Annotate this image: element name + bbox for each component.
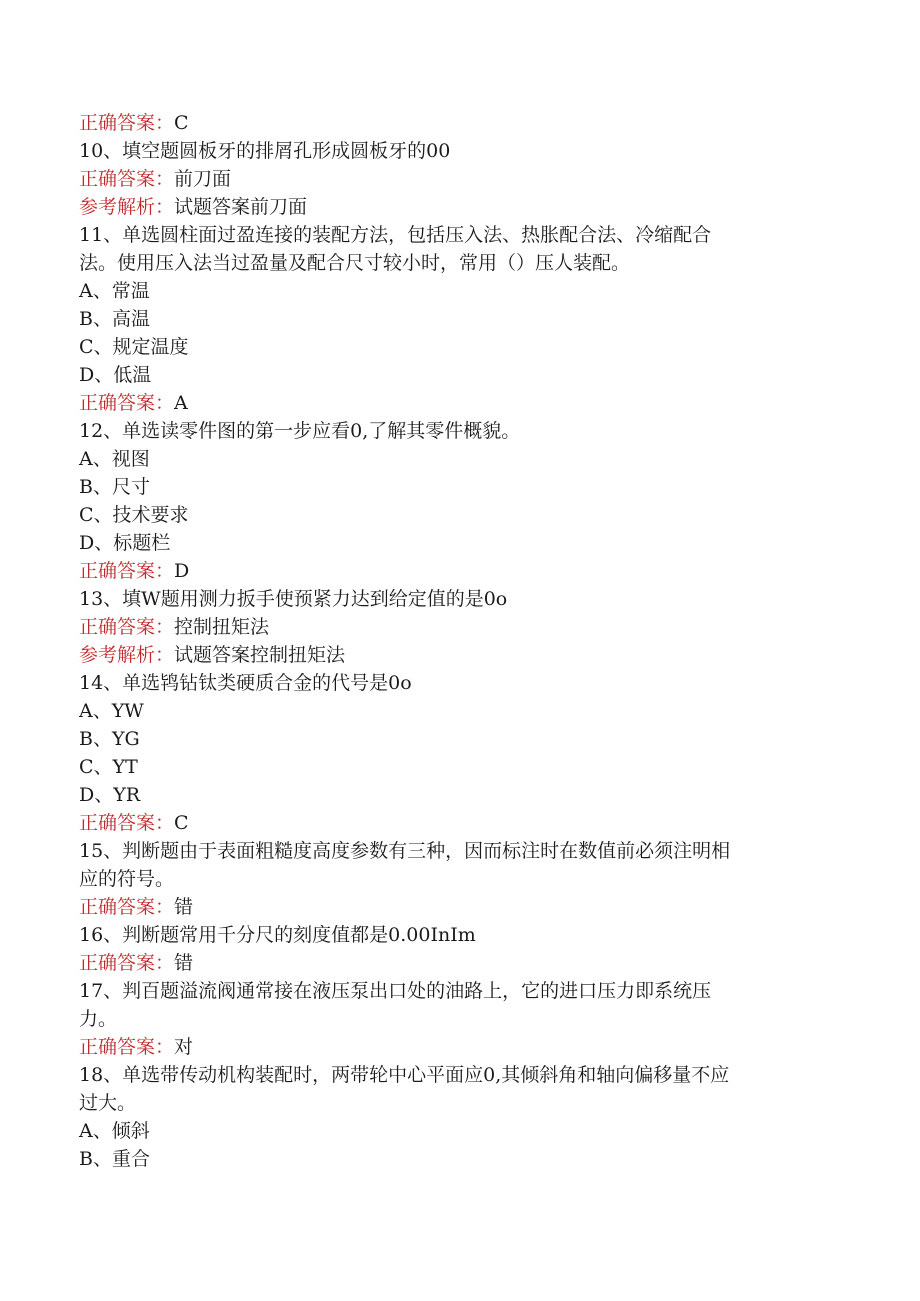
question-line: 11、单选圆柱面过盈连接的装配方法，包括压入法、热胀配合法、冷缩配合 <box>79 224 712 246</box>
correct-answer-line <box>79 949 839 977</box>
correct-answer-label: 正确答案： <box>79 952 175 974</box>
correct-answer-line <box>79 1033 839 1061</box>
answer-value: 错 <box>174 896 194 918</box>
question-line: 过大。 <box>79 1092 137 1114</box>
correct-answer-line <box>79 613 839 641</box>
answer-option: D、标题栏 <box>79 532 171 554</box>
answer-value: 前刀面 <box>174 168 232 190</box>
question-list <box>79 109 839 1173</box>
correct-answer-line <box>79 389 839 417</box>
answer-option: B、重合 <box>79 1148 150 1170</box>
question-line: 应的符号。 <box>79 868 175 890</box>
question-text <box>79 837 839 893</box>
question-line: 力。 <box>79 1008 118 1030</box>
answer-value: C <box>174 812 189 834</box>
question-line: 15、判断题由于表面粗糙度高度参数有三种，因而标注时在数值前必须注明相 <box>79 840 731 862</box>
correct-answer-line <box>79 557 839 585</box>
correct-answer-label: 正确答案： <box>79 896 175 918</box>
question-line: 法。使用压入法当过盈量及配合尺寸较小时，常用（）压人装配。 <box>79 252 631 274</box>
correct-answer-line <box>79 109 839 137</box>
question-text <box>79 1061 839 1117</box>
correct-answer-label: 正确答案： <box>79 1036 175 1058</box>
question-line: 17、判百题溢流阀通常接在液压泵出口处的油路上，它的进口压力即系统压 <box>79 980 712 1002</box>
answer-option: B、高温 <box>79 308 150 330</box>
question-text <box>79 221 839 277</box>
reference-analysis-label: 参考解析： <box>79 196 175 218</box>
reference-analysis-line <box>79 641 839 669</box>
question-text <box>79 417 839 445</box>
question-text <box>79 585 839 613</box>
answer-value: 错 <box>174 952 194 974</box>
answer-value: A <box>174 392 188 414</box>
answer-value: D <box>174 560 190 582</box>
answer-value: 试题答案前刀面 <box>174 196 308 218</box>
reference-analysis-line <box>79 193 839 221</box>
answer-option: A、倾斜 <box>79 1120 150 1142</box>
answer-value: 控制扭矩法 <box>174 616 270 638</box>
answer-option: A、YW <box>79 700 144 722</box>
answer-option: D、低温 <box>79 364 152 386</box>
correct-answer-label: 正确答案： <box>79 560 175 582</box>
question-text <box>79 921 839 949</box>
reference-analysis-label: 参考解析： <box>79 644 175 666</box>
correct-answer-line <box>79 893 839 921</box>
correct-answer-label: 正确答案： <box>79 168 175 190</box>
question-text <box>79 669 839 697</box>
answer-option: C、规定温度 <box>79 336 189 358</box>
correct-answer-label: 正确答案： <box>79 112 175 134</box>
question-line: 12、单选读零件图的第一步应看0,了解其零件概貌。 <box>79 420 521 442</box>
answer-value: 试题答案控制扭矩法 <box>174 644 346 666</box>
question-line: 13、填W题用测力扳手使预紧力达到给定值的是0o <box>79 588 508 610</box>
question-line: 14、单选鸨钻钛类硬质合金的代号是0o <box>79 672 412 694</box>
question-text <box>79 137 839 165</box>
answer-option: D、YR <box>79 784 141 806</box>
answer-value: 对 <box>174 1036 194 1058</box>
answer-option: C、YT <box>79 756 138 778</box>
question-text <box>79 977 839 1033</box>
answer-option: C、技术要求 <box>79 504 189 526</box>
answer-value: C <box>174 112 189 134</box>
question-line: 10、填空题圆板牙的排屑孔形成圆板牙的00 <box>79 140 451 162</box>
answer-option: B、尺寸 <box>79 476 150 498</box>
question-line: 16、判断题常用千分尺的刻度值都是0.00InIm <box>79 924 476 946</box>
correct-answer-line <box>79 809 839 837</box>
correct-answer-label: 正确答案： <box>79 812 175 834</box>
correct-answer-label: 正确答案： <box>79 616 175 638</box>
correct-answer-label: 正确答案： <box>79 392 175 414</box>
answer-option: B、YG <box>79 728 140 750</box>
question-line: 18、单选带传动机构装配时，两带轮中心平面应0,其倾斜角和轴向偏移量不应 <box>79 1064 730 1086</box>
answer-option: A、常温 <box>79 280 150 302</box>
correct-answer-line <box>79 165 839 193</box>
answer-option: A、视图 <box>79 448 150 470</box>
